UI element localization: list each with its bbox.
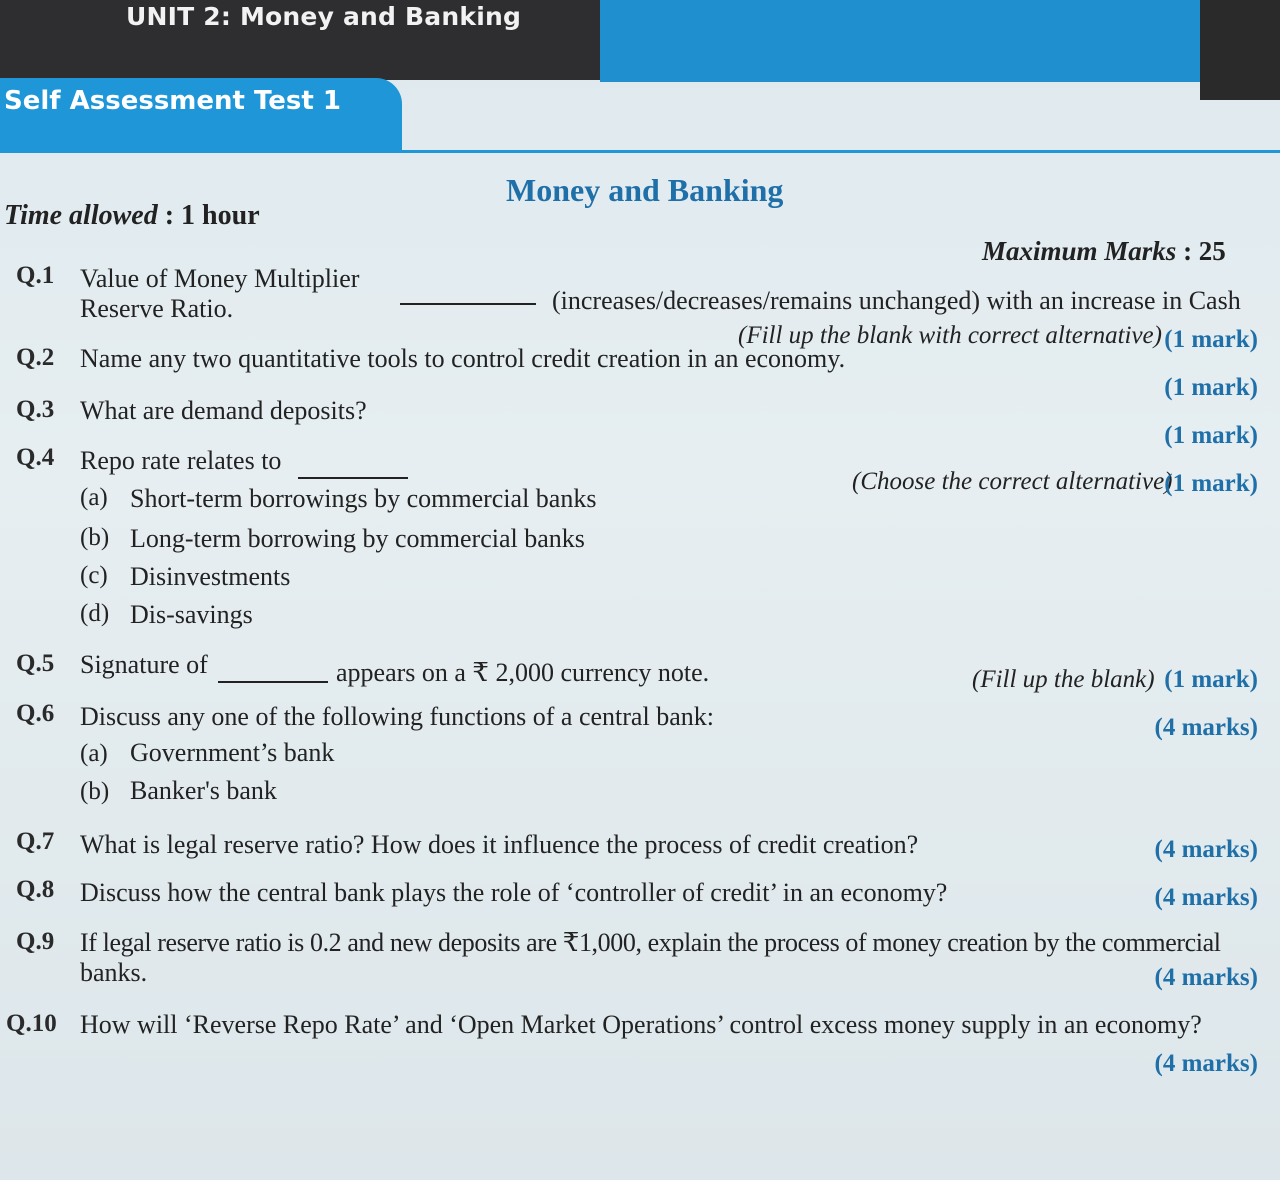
question-marks: (4 marks)	[1154, 714, 1258, 741]
question-text: Discuss any one of the following functions of a central bank:	[80, 702, 714, 731]
option-text: Government’s bank	[130, 738, 335, 767]
question-marks: (1 mark)	[1164, 422, 1258, 449]
question-marks: (4 marks)	[1154, 1050, 1258, 1077]
header-corner	[1200, 0, 1280, 100]
section-title: Self Assessment Test 1	[4, 86, 341, 116]
question-text: If legal reserve ratio is 0.2 and new deposits are ₹1,000, explain the process of money creation by the commercial	[80, 928, 1221, 957]
question-number: Q.10	[6, 1010, 57, 1037]
option-letter: (a)	[80, 484, 108, 511]
option-letter: (b)	[80, 778, 110, 805]
option-text: Banker's bank	[130, 776, 277, 805]
question-text: What is legal reserve ratio? How does it influence the process of credit creation?	[80, 830, 919, 859]
question-text: Name any two quantitative tools to control credit creation in an economy.	[80, 344, 846, 373]
question-text: Signature of	[80, 650, 208, 679]
question-text: Discuss how the central bank plays the role of ‘controller of credit’ in an economy?	[80, 878, 948, 907]
question-text: Reserve Ratio.	[80, 294, 234, 323]
question-marks: (4 marks)	[1154, 836, 1258, 863]
question-text: How will ‘Reverse Repo Rate’ and ‘Open Market Operations’ control excess money supply in an economy?	[80, 1010, 1202, 1039]
time-allowed	[4, 200, 260, 232]
answer-blank	[400, 302, 536, 305]
paper-title: Money and Banking	[506, 172, 784, 208]
question-marks: (4 marks)	[1154, 884, 1258, 911]
question-marks: (1 mark)	[1164, 374, 1258, 401]
question-hint: (Choose the correct alternative)	[852, 468, 1173, 495]
answer-blank	[298, 476, 408, 479]
question-number: Q.4	[16, 444, 55, 471]
option-text: Disinvestments	[130, 562, 291, 591]
option-text: Long-term borrowing by commercial banks	[130, 524, 585, 553]
question-text: Repo rate relates to	[80, 446, 282, 475]
question-number: Q.1	[16, 262, 55, 289]
question-hint: (Fill up the blank with correct alternative)	[738, 322, 1162, 349]
question-number: Q.5	[16, 650, 55, 677]
question-number: Q.9	[16, 928, 55, 955]
question-number: Q.3	[16, 396, 55, 423]
section-rule	[0, 150, 1280, 153]
option-text: Dis-savings	[130, 600, 253, 629]
unit-title: UNIT 2: Money and Banking	[126, 2, 522, 31]
option-letter: (c)	[80, 562, 108, 589]
option-letter: (d)	[80, 600, 110, 627]
question-text: (increases/decreases/remains unchanged) with an increase in Cash	[552, 286, 1241, 315]
answer-blank	[218, 680, 328, 683]
maximum-marks	[982, 236, 1226, 267]
marks-value: : 25	[1183, 236, 1226, 266]
question-text: Value of Money Multiplier	[80, 264, 360, 293]
question-marks: (1 mark)	[1164, 326, 1258, 353]
option-letter: (b)	[80, 524, 110, 551]
question-marks: (4 marks)	[1154, 964, 1258, 991]
question-number: Q.2	[16, 344, 55, 371]
question-text: What are demand deposits?	[80, 396, 367, 425]
question-marks: (1 mark)	[1164, 666, 1258, 693]
question-number: Q.7	[16, 828, 55, 855]
marks-label: Maximum Marks	[982, 236, 1177, 266]
question-number: Q.8	[16, 876, 55, 903]
time-value: : 1 hour	[164, 200, 260, 231]
time-label: Time allowed	[4, 200, 158, 231]
question-text: appears on a ₹ 2,000 currency note.	[336, 658, 710, 687]
question-text: banks.	[80, 958, 148, 987]
question-number: Q.6	[16, 700, 55, 727]
option-text: Short-term borrowings by commercial banks	[130, 484, 597, 513]
question-marks: (1 mark)	[1164, 470, 1258, 497]
question-hint: (Fill up the blank)	[972, 666, 1155, 693]
option-letter: (a)	[80, 740, 108, 767]
header-accent	[600, 0, 1200, 82]
